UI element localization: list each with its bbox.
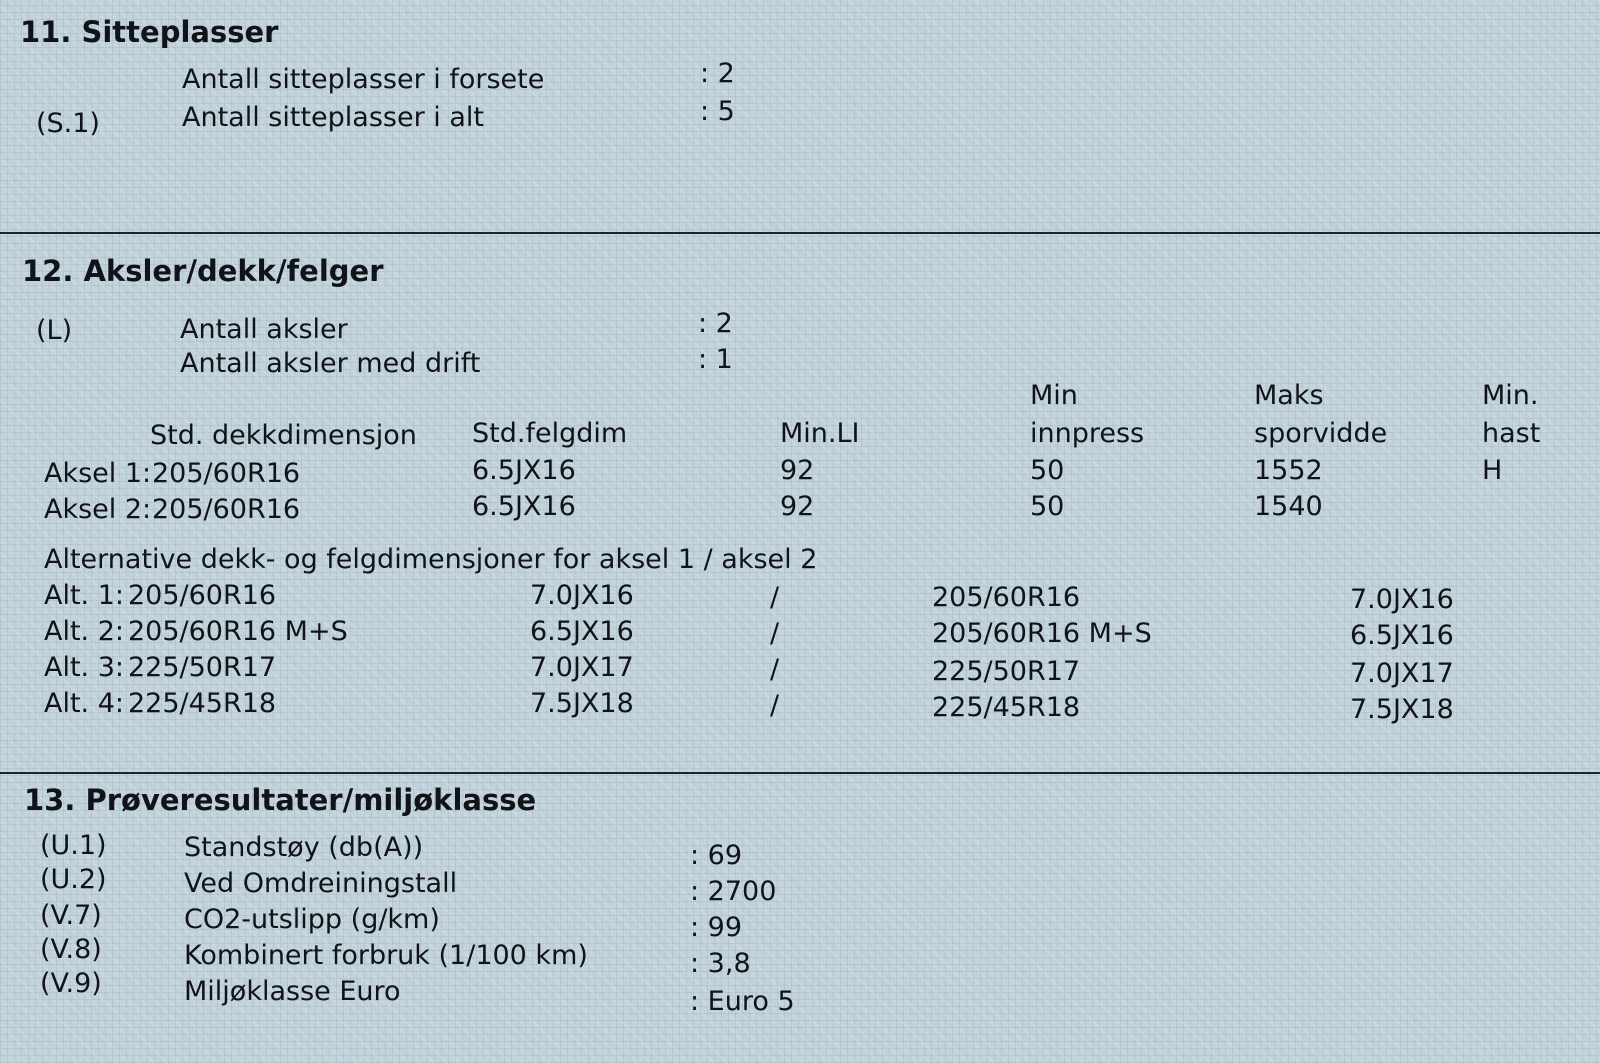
section-12-code: (L) [36,315,73,346]
alt-3-sep: / [770,654,780,685]
axle-1-li: 92 [780,455,815,486]
section-11-code: (S.1) [36,108,100,139]
alt-2-dekk1: 205/60R16 M+S [128,616,348,647]
col-hast-header-1: Min. [1482,380,1539,411]
axle-2-li: 92 [780,491,815,522]
alt-2-felg1: 6.5JX16 [530,616,634,647]
alt-heading: Alternative dekk- og felgdimensjoner for aksel 1 / aksel 2 [44,544,818,575]
alt-2-name: Alt. 2: [44,616,124,647]
alt-2-dekk2: 205/60R16 M+S [932,618,1152,649]
axle-1-sporvidde: 1552 [1254,455,1323,486]
axle-count-value: : 2 [698,308,733,339]
drive-axle-value: : 1 [698,344,733,375]
axle-1-dekk: 205/60R16 [152,458,301,489]
alt-3-name: Alt. 3: [44,652,124,683]
section-13-heading: 13. Prøveresultater/miljøklasse [24,783,537,817]
axle-2-innpress: 50 [1030,491,1065,522]
alt-3-dekk2: 225/50R17 [932,656,1081,687]
col-innpress-header-2: innpress [1030,418,1145,449]
section-divider [0,232,1600,234]
test-value-v8: : 3,8 [690,948,751,979]
col-dekk-header: Std. dekkdimensjon [150,420,417,451]
alt-2-felg2: 6.5JX16 [1350,620,1454,651]
test-label-v9: Miljøklasse Euro [184,976,401,1007]
test-value-u2: : 2700 [690,876,777,907]
axle-1-name: Aksel 1: [44,458,152,489]
axle-2-dekk: 205/60R16 [152,494,301,525]
seats-front-value: : 2 [700,58,735,89]
test-code-v7: (V.7) [40,900,102,931]
test-label-u2: Ved Omdreiningstall [184,868,458,899]
col-felg-header: Std.felgdim [472,418,628,449]
col-sporvidde-header-2: sporvidde [1254,418,1388,449]
test-code-u1: (U.1) [40,830,107,861]
drive-axle-label: Antall aksler med drift [180,348,481,379]
test-label-v8: Kombinert forbruk (1/100 km) [184,940,588,971]
alt-1-dekk1: 205/60R16 [128,580,277,611]
col-sporvidde-header-1: Maks [1254,380,1324,411]
alt-3-dekk1: 225/50R17 [128,652,277,683]
test-label-u1: Standstøy (db(A)) [184,832,424,863]
axle-2-sporvidde: 1540 [1254,491,1323,522]
axle-1-felg: 6.5JX16 [472,455,576,486]
seats-total-value: : 5 [700,96,735,127]
axle-2-felg: 6.5JX16 [472,491,576,522]
test-value-u1: : 69 [690,840,743,871]
seats-total-label: Antall sitteplasser i alt [182,102,484,133]
section-11-heading: 11. Sitteplasser [20,15,279,49]
test-code-u2: (U.2) [40,864,107,895]
alt-2-sep: / [770,618,780,649]
alt-4-dekk2: 225/45R18 [932,692,1081,723]
alt-1-dekk2: 205/60R16 [932,582,1081,613]
alt-1-felg1: 7.0JX16 [530,580,634,611]
section-divider [0,772,1600,774]
alt-3-felg1: 7.0JX17 [530,652,634,683]
alt-4-felg1: 7.5JX18 [530,688,634,719]
col-li-header: Min.LI [780,418,860,449]
alt-1-sep: / [770,582,780,613]
alt-3-felg2: 7.0JX17 [1350,658,1454,689]
seats-front-label: Antall sitteplasser i forsete [182,64,545,95]
axle-1-hast: H [1482,455,1503,486]
col-innpress-header-1: Min [1030,380,1078,411]
test-code-v9: (V.9) [40,968,102,999]
alt-4-sep: / [770,690,780,721]
test-value-v9: : Euro 5 [690,986,795,1017]
col-hast-header-2: hast [1482,418,1541,449]
axle-count-label: Antall aksler [180,314,348,345]
test-label-v7: CO2-utslipp (g/km) [184,904,440,935]
axle-1-innpress: 50 [1030,455,1065,486]
alt-1-felg2: 7.0JX16 [1350,584,1454,615]
alt-4-name: Alt. 4: [44,688,124,719]
axle-2-name: Aksel 2: [44,494,152,525]
section-12-heading: 12. Aksler/dekk/felger [22,254,384,288]
alt-1-name: Alt. 1: [44,580,124,611]
alt-4-felg2: 7.5JX18 [1350,694,1454,725]
test-code-v8: (V.8) [40,934,102,965]
alt-4-dekk1: 225/45R18 [128,688,277,719]
test-value-v7: : 99 [690,912,743,943]
